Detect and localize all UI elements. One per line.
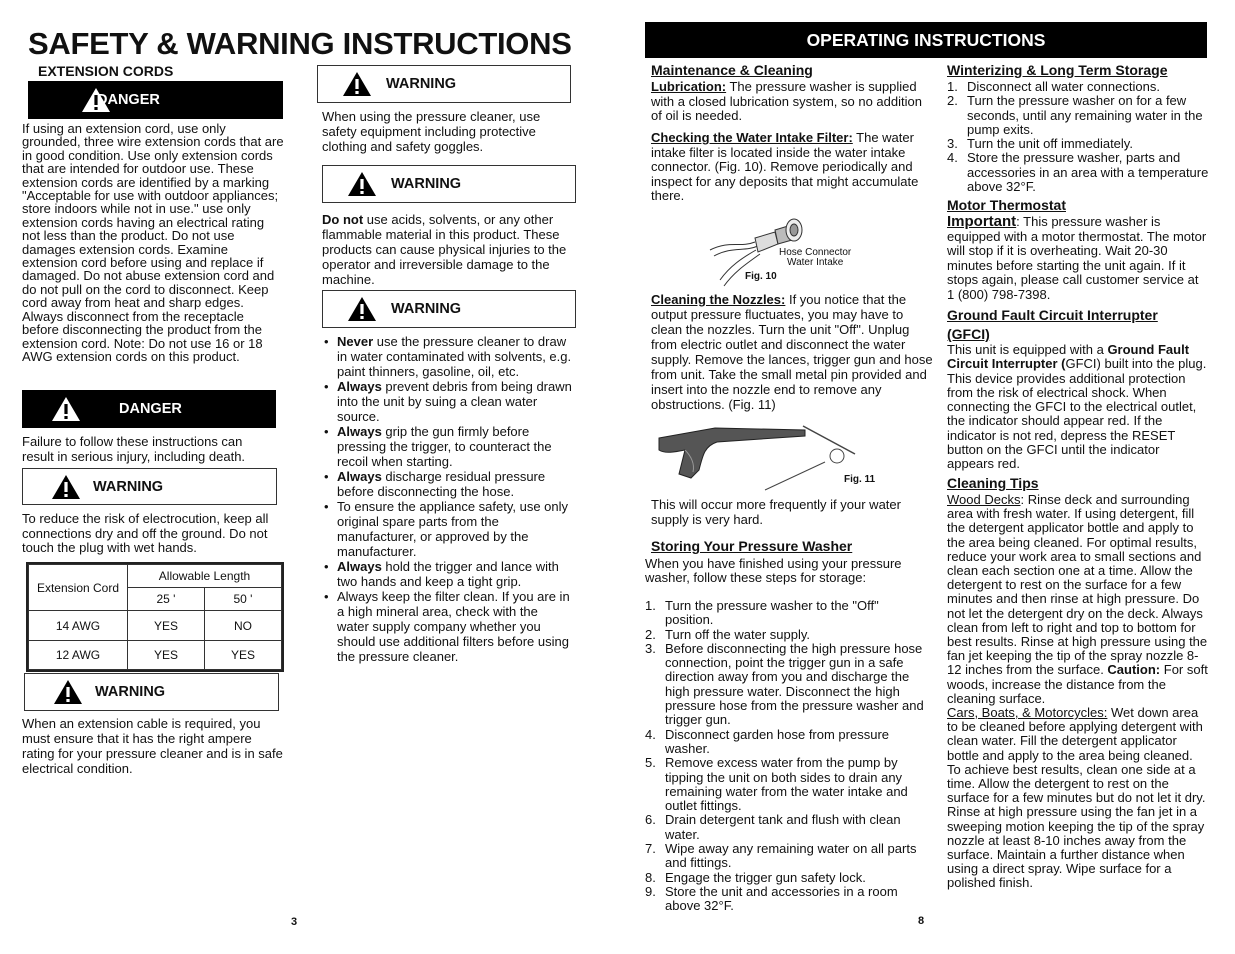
list-item: 5. Remove excess water from the pump by tipping the unit on both sides to drain any remaining water from the water intake and outlet fittings. <box>645 755 908 814</box>
fig-10-label-1: Hose Connector <box>779 247 852 258</box>
warning-label: WARNING <box>391 301 462 317</box>
bullet-item: • Always hold the trigger and lance with two hands and keep a tight grip. <box>323 559 573 589</box>
warning-triangle-icon <box>347 171 377 197</box>
bullet-item: • Never use the pressure cleaner to draw in water contaminated with solvents, e.g. paint thinners, gasoline, oil, etc. <box>323 334 573 379</box>
winterizing-steps <box>947 80 1209 194</box>
warning-label: WARNING <box>95 684 166 700</box>
warning-3-text: When using the pressure cleaner, use safety equipment including protective clothing and safety goggles. <box>322 109 541 154</box>
warning-triangle-icon <box>53 679 83 705</box>
list-item: 6. Drain detergent tank and flush with clean water. <box>645 812 901 842</box>
motor-thermostat-text: Important: This pressure washer is equipped with a motor thermostat. The motor will stop if it is overheating. Wait 20-30 minutes before starting the unit again. If it stops again, please call customer service at 1 (800) 798-7398. <box>947 213 1207 302</box>
gfci-heading: Ground Fault Circuit Interrupter (GFCI) <box>947 307 1158 342</box>
bullet-item: • Always keep the filter clean. If you are in a high mineral area, check with the water supply company whether you should use additional filters before using the pressure cleaner. <box>323 589 573 664</box>
list-item: 8. Engage the trigger gun safety lock. <box>645 869 866 885</box>
winterizing-heading: Winterizing & Long Term Storage <box>947 62 1168 78</box>
danger-box-2 <box>22 390 276 428</box>
important-label: Important <box>947 213 1017 230</box>
storing-steps <box>645 599 925 914</box>
fig-10-label-2: Water Intake <box>787 257 844 268</box>
table-header-length: Allowable Length <box>128 565 282 588</box>
warning-label: WARNING <box>386 76 457 92</box>
table-cell: YES <box>128 641 205 670</box>
wood-decks-label: Wood Decks <box>947 492 1021 507</box>
fig-11-caption: Fig. 11 <box>844 474 876 485</box>
table-cell: YES <box>128 611 205 641</box>
table-cell: 14 AWG <box>29 611 128 641</box>
warning-box-4 <box>322 165 576 203</box>
table-subheader-25: 25 ' <box>128 588 205 611</box>
maintenance-heading: Maintenance & Cleaning <box>651 62 813 78</box>
page-title: SAFETY & WARNING INSTRUCTIONS <box>28 26 572 61</box>
list-item: 2. Turn off the water supply. <box>645 626 810 642</box>
bullet-item: • To ensure the appliance safety, use only original spare parts from the manufacturer, or approved by the manufacturer. <box>323 499 573 559</box>
do-not-bold: Do not <box>322 212 364 227</box>
warning-box-1 <box>22 468 277 505</box>
danger-1-text: If using an extension cord, use only grounded, three wire extension cords that are in good condition. Use only extension cords that are intended for outdoor use. These extension cords are identified by a marking "Acceptable for use with outdoor appliances; store indoors while not in use." use only extension cords having an electrical rating not less than the product. Do not use damages extension cords. Examine extension cord before using and replace if damaged. Do not abuse extension cord and do not pull on the cord to disconnect. Keep cord away from heat and sharp edges. Always disconnect from the receptacle before disconnecting the product from the extension cord. Note: Do not use 16 or 18 AWG extension cords on this product. <box>22 121 284 364</box>
list-item: 2. Turn the pressure washer on for a few seconds, until any remaining water in the pump exits. <box>947 93 1203 137</box>
motor-thermostat-heading: Motor Thermostat <box>947 197 1066 213</box>
danger-label: DANGER <box>119 401 182 417</box>
page-number-right: 8 <box>918 915 925 927</box>
lubrication-text: Lubrication: The pressure washer is supplied with a closed lubrication system, so no addition of oil is needed. <box>651 79 922 124</box>
list-item: 9. Store the unit and accessories in a room above 32°F. <box>645 883 898 914</box>
warning-1-text: To reduce the risk of electrocution, keep all connections dry and off the ground. Do not touch the plug with wet hands. <box>22 511 269 556</box>
trigger-gun-drawing <box>655 420 865 495</box>
storing-heading: Storing Your Pressure Washer <box>651 538 853 554</box>
warning-triangle-icon <box>51 396 81 422</box>
table-header-cord: Extension Cord <box>29 565 128 611</box>
intake-filter-text: Checking the Water Intake Filter: The water intake filter is located inside the water intake connector. (Fig. 10). Remove periodically and inspect for any deposits that might accumulate there. <box>651 130 919 204</box>
danger-label: DANGER <box>97 92 160 108</box>
gfci-text: This unit is equipped with a Ground Fault Circuit Interrupter (GFCI) built into the plug. This device provides additional protection from the risk of electrical shock. When connecting the GFCI to the electrical outlet, the indicator should appear red. If the indicator is not red, depress the RESET button on the GFCI until the indicator appears red. <box>947 342 1207 472</box>
table-cell: YES <box>205 641 282 670</box>
operating-banner <box>645 22 1207 58</box>
extension-cords-heading: EXTENSION CORDS <box>38 63 174 79</box>
warning-label: WARNING <box>93 478 164 495</box>
table-cell: NO <box>205 611 282 641</box>
warning-triangle-icon <box>342 71 372 97</box>
warning-triangle-icon <box>51 474 81 500</box>
fig-11-illustration <box>655 420 865 495</box>
warning-4-body: use acids, solvents, or any other flammable material in this product. These products can cause physical injuries to the operator and irreversible damage to the machine. <box>322 212 567 287</box>
warning-2-text: When an extension cable is required, you must ensure that it has the right ampere rating for your pressure cleaner and is in safe electrical condition. <box>22 716 283 776</box>
page-number-left: 3 <box>291 916 298 928</box>
nozzles-text: Cleaning the Nozzles: If you notice that the output pressure fluctuates, you may have to clean the nozzles. Turn the unit "Off". Unplug from electric outlet and disconnect the water supply. Remove the lances, trigger gun and hose from unit. Take the small metal pin provided and insert into the nozzle end to remove any obstructions. (Fig. 11) <box>651 292 933 412</box>
list-item: 3. Before disconnecting the high pressure hose connection, point the trigger gun in a safe direction away from you and discharge the high pressure water. Disconnect the high pressure hose from the pressure washer and trigger gun. <box>645 640 924 728</box>
warning-box-5 <box>322 290 576 328</box>
intake-filter-label: Checking the Water Intake Filter: <box>651 130 853 145</box>
table-subheader-50: 50 ' <box>205 588 282 611</box>
storing-intro: When you have finished using your pressure washer, follow these steps for storage: <box>645 556 902 586</box>
warning-4-text <box>322 212 590 287</box>
extension-cord-table <box>26 562 284 672</box>
operating-banner-text: OPERATING INSTRUCTIONS <box>806 30 1046 50</box>
fig-10-caption: Fig. 10 <box>745 271 777 282</box>
list-item: 4. Disconnect garden hose from pressure washer. <box>645 726 890 756</box>
warning-triangle-icon <box>347 296 377 322</box>
cleaning-tips-heading: Cleaning Tips <box>947 475 1039 491</box>
warning-box-2 <box>24 673 279 711</box>
bullet-item: • Always discharge residual pressure before disconnecting the hose. <box>323 469 573 499</box>
list-item: 4. Store the pressure washer, parts and accessories in an area with a temperature above 32°F. <box>947 150 1209 195</box>
nozzles-label: Cleaning the Nozzles: <box>651 292 786 307</box>
list-item: 3. Turn the unit off immediately. <box>947 136 1133 152</box>
lubrication-label: Lubrication: <box>651 79 727 94</box>
danger-2-text: Failure to follow these instructions can result in serious injury, including death. <box>22 434 246 464</box>
hard-water-text: This will occur more frequently if your water supply is very hard. <box>651 497 901 527</box>
bullet-item: • Always grip the gun firmly before pressing the trigger, to counteract the recoil when starting. <box>323 424 573 469</box>
bullet-item: • Always prevent debris from being drawn into the unit by suing a clean water source. <box>323 379 573 424</box>
safety-bullets <box>323 334 573 664</box>
warning-box-3 <box>317 65 571 103</box>
cleaning-tips-text: Wood Decks: Rinse deck and surrounding area with fresh water. If using detergent, fill the detergent applicator bottle and apply to the area being cleaned. For optimal results, reduce your work area to small sections and clean each section one at a time. Allow the detergent to rest on the surface for a few minutes and then rinse at high pressure. Do not let the detergent dry on the deck. Always clean from left to right and top to bottom for best results. Rinse at high pressure using the fan jet keeping the tip of the spray nozzle 8-12 inches from the surface. Caution: For soft woods, increase the distance from the cleaning surface. Cars, Boats, & Motorcycles: Wet down area to be cleaned before applying detergent with clean water. Fill the detergent applicator bottle and apply to the area being cleaned. To achieve best results, clean one side at a time. Allow the detergent to rest on the surface for a few minutes but do not let it dry. Rinse at high pressure using the fan jet in a sweeping motion keeping the tip of the spray nozzle at least 8-10 inches away from the surface. Maintain a further distance when using a direct spray. Wipe surface for a polished finish. <box>947 492 1208 891</box>
warning-label: WARNING <box>391 176 462 192</box>
list-item: 7. Wipe away any remaining water on all parts and fittings. <box>645 841 917 871</box>
cars-boats-label: Cars, Boats, & Motorcycles: <box>947 705 1108 721</box>
table-cell: 12 AWG <box>29 641 128 670</box>
danger-box-1 <box>28 81 283 119</box>
list-item: 1. Disconnect all water connections. <box>947 79 1160 94</box>
list-item: 1. Turn the pressure washer to the "Off" position. <box>645 598 879 628</box>
